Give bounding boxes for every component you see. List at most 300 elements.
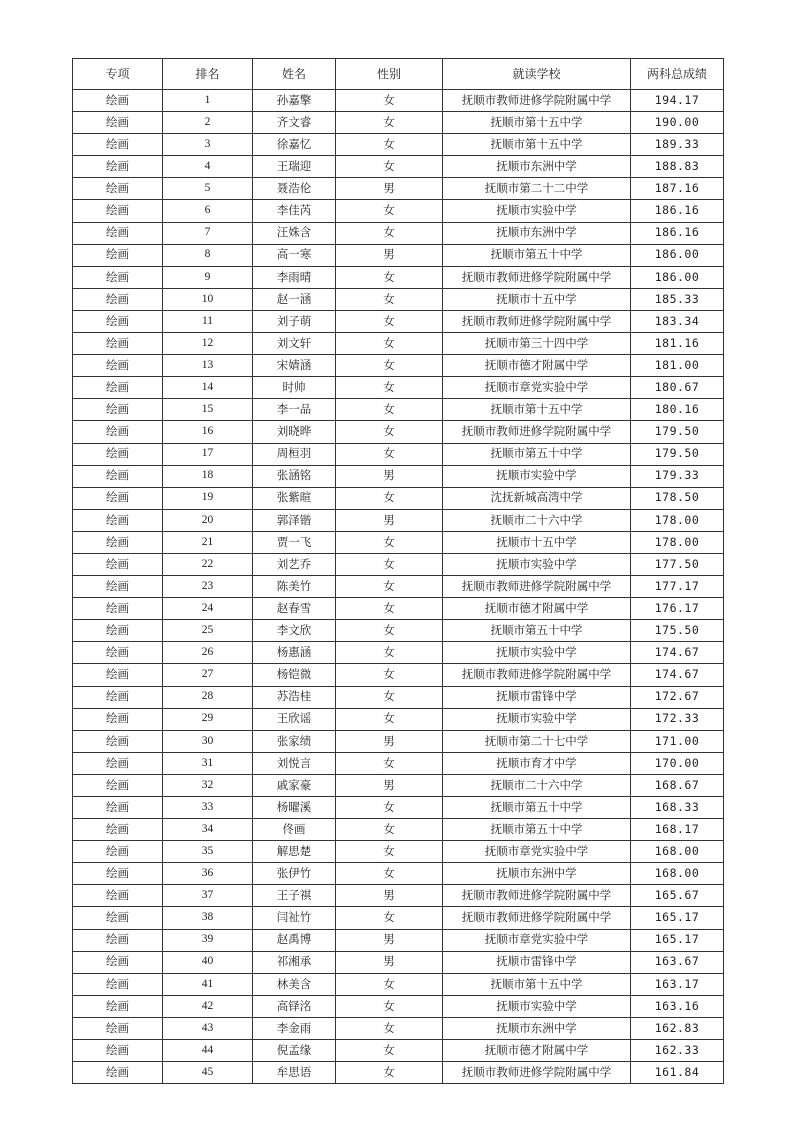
table-row (73, 686, 724, 708)
score-cell: 180.67 (631, 377, 724, 399)
rank-cell: 34 (163, 819, 253, 841)
table-row (73, 620, 724, 642)
score-cell: 172.67 (631, 686, 724, 708)
name-cell: 解思楚 (253, 841, 336, 863)
school-cell: 抚顺市实验中学 (443, 708, 631, 730)
score-cell: 186.00 (631, 244, 724, 266)
table-row (73, 907, 724, 929)
table-row (73, 509, 724, 531)
score-cell: 161.84 (631, 1062, 724, 1084)
subject-cell: 绘画 (73, 1017, 163, 1039)
name-cell: 赵春雪 (253, 598, 336, 620)
subject-cell: 绘画 (73, 1062, 163, 1084)
rank-cell: 25 (163, 620, 253, 642)
score-cell: 177.17 (631, 576, 724, 598)
rank-cell: 5 (163, 178, 253, 200)
score-cell: 162.83 (631, 1017, 724, 1039)
school-cell: 抚顺市实验中学 (443, 995, 631, 1017)
school-cell: 抚顺市第十五中学 (443, 134, 631, 156)
score-cell: 168.67 (631, 774, 724, 796)
name-cell: 林美含 (253, 973, 336, 995)
name-cell: 刘晓晔 (253, 421, 336, 443)
score-cell: 190.00 (631, 112, 724, 134)
name-cell: 陈美竹 (253, 576, 336, 598)
rank-cell: 7 (163, 222, 253, 244)
rank-cell: 11 (163, 310, 253, 332)
score-cell: 185.33 (631, 288, 724, 310)
score-cell: 177.50 (631, 553, 724, 575)
table-row (73, 973, 724, 995)
gender-cell: 女 (336, 531, 443, 553)
rank-cell: 45 (163, 1062, 253, 1084)
score-cell: 174.67 (631, 664, 724, 686)
name-cell: 杨惠涵 (253, 642, 336, 664)
school-cell: 抚顺市二十六中学 (443, 774, 631, 796)
gender-cell: 女 (336, 222, 443, 244)
name-cell: 李一品 (253, 399, 336, 421)
header-gender: 性别 (336, 59, 443, 90)
rank-cell: 28 (163, 686, 253, 708)
subject-cell: 绘画 (73, 664, 163, 686)
name-cell: 牟思语 (253, 1062, 336, 1084)
table-row (73, 266, 724, 288)
school-cell: 抚顺市教师进修学院附属中学 (443, 266, 631, 288)
score-cell: 180.16 (631, 399, 724, 421)
table-row (73, 863, 724, 885)
score-cell: 165.17 (631, 907, 724, 929)
name-cell: 刘子萌 (253, 310, 336, 332)
score-cell: 186.00 (631, 266, 724, 288)
gender-cell: 女 (336, 134, 443, 156)
name-cell: 齐文睿 (253, 112, 336, 134)
gender-cell: 女 (336, 310, 443, 332)
subject-cell: 绘画 (73, 841, 163, 863)
gender-cell: 男 (336, 774, 443, 796)
rank-cell: 44 (163, 1040, 253, 1062)
school-cell: 抚顺市第五十中学 (443, 797, 631, 819)
rank-cell: 20 (163, 509, 253, 531)
school-cell: 抚顺市第十五中学 (443, 399, 631, 421)
score-cell: 162.33 (631, 1040, 724, 1062)
school-cell: 抚顺市实验中学 (443, 642, 631, 664)
rank-cell: 3 (163, 134, 253, 156)
table-row (73, 222, 724, 244)
rank-cell: 23 (163, 576, 253, 598)
table-row (73, 443, 724, 465)
score-cell: 186.16 (631, 200, 724, 222)
table-row (73, 288, 724, 310)
score-cell: 186.16 (631, 222, 724, 244)
name-cell: 杨铠微 (253, 664, 336, 686)
score-cell: 170.00 (631, 752, 724, 774)
score-cell: 188.83 (631, 156, 724, 178)
name-cell: 聂浩伦 (253, 178, 336, 200)
score-cell: 178.00 (631, 531, 724, 553)
table-row (73, 598, 724, 620)
score-cell: 181.16 (631, 333, 724, 355)
rank-cell: 15 (163, 399, 253, 421)
score-cell: 172.33 (631, 708, 724, 730)
name-cell: 周桓羽 (253, 443, 336, 465)
score-cell: 168.17 (631, 819, 724, 841)
gender-cell: 女 (336, 841, 443, 863)
subject-cell: 绘画 (73, 90, 163, 112)
subject-cell: 绘画 (73, 642, 163, 664)
name-cell: 时帅 (253, 377, 336, 399)
gender-cell: 女 (336, 288, 443, 310)
school-cell: 抚顺市章党实验中学 (443, 377, 631, 399)
score-cell: 165.67 (631, 885, 724, 907)
subject-cell: 绘画 (73, 819, 163, 841)
score-cell: 165.17 (631, 929, 724, 951)
subject-cell: 绘画 (73, 686, 163, 708)
subject-cell: 绘画 (73, 222, 163, 244)
name-cell: 杨曜溪 (253, 797, 336, 819)
rank-cell: 10 (163, 288, 253, 310)
header-subject: 专项 (73, 59, 163, 90)
subject-cell: 绘画 (73, 134, 163, 156)
gender-cell: 女 (336, 112, 443, 134)
rank-cell: 36 (163, 863, 253, 885)
subject-cell: 绘画 (73, 995, 163, 1017)
gender-cell: 女 (336, 421, 443, 443)
gender-cell: 女 (336, 642, 443, 664)
school-cell: 抚顺市第五十中学 (443, 244, 631, 266)
subject-cell: 绘画 (73, 399, 163, 421)
rank-cell: 39 (163, 929, 253, 951)
table-row (73, 178, 724, 200)
school-cell: 抚顺市第十五中学 (443, 112, 631, 134)
table-row (73, 752, 724, 774)
school-cell: 抚顺市第五十中学 (443, 819, 631, 841)
school-cell: 抚顺市实验中学 (443, 200, 631, 222)
subject-cell: 绘画 (73, 288, 163, 310)
table-row (73, 531, 724, 553)
gender-cell: 女 (336, 1040, 443, 1062)
score-cell: 176.17 (631, 598, 724, 620)
subject-cell: 绘画 (73, 576, 163, 598)
school-cell: 沈抚新城高湾中学 (443, 487, 631, 509)
rank-cell: 12 (163, 333, 253, 355)
table-row (73, 487, 724, 509)
school-cell: 抚顺市东洲中学 (443, 156, 631, 178)
rank-cell: 8 (163, 244, 253, 266)
name-cell: 李文欣 (253, 620, 336, 642)
table-row (73, 664, 724, 686)
table-row (73, 797, 724, 819)
rank-cell: 26 (163, 642, 253, 664)
school-cell: 抚顺市十五中学 (443, 531, 631, 553)
rank-cell: 18 (163, 465, 253, 487)
name-cell: 闫祉竹 (253, 907, 336, 929)
rank-cell: 41 (163, 973, 253, 995)
score-cell: 175.50 (631, 620, 724, 642)
table-row (73, 90, 724, 112)
subject-cell: 绘画 (73, 620, 163, 642)
rank-cell: 30 (163, 730, 253, 752)
school-cell: 抚顺市第十五中学 (443, 973, 631, 995)
rank-cell: 33 (163, 797, 253, 819)
table-row (73, 200, 724, 222)
score-cell: 168.33 (631, 797, 724, 819)
subject-cell: 绘画 (73, 178, 163, 200)
subject-cell: 绘画 (73, 598, 163, 620)
rank-cell: 13 (163, 355, 253, 377)
name-cell: 张伊竹 (253, 863, 336, 885)
score-cell: 178.00 (631, 509, 724, 531)
subject-cell: 绘画 (73, 708, 163, 730)
gender-cell: 男 (336, 951, 443, 973)
rank-cell: 17 (163, 443, 253, 465)
table-row (73, 708, 724, 730)
school-cell: 抚顺市第三十四中学 (443, 333, 631, 355)
subject-cell: 绘画 (73, 355, 163, 377)
school-cell: 抚顺市教师进修学院附属中学 (443, 664, 631, 686)
gender-cell: 女 (336, 576, 443, 598)
table-row (73, 421, 724, 443)
name-cell: 祁湘承 (253, 951, 336, 973)
score-cell: 194.17 (631, 90, 724, 112)
name-cell: 张紫暄 (253, 487, 336, 509)
gender-cell: 女 (336, 995, 443, 1017)
rank-cell: 1 (163, 90, 253, 112)
gender-cell: 女 (336, 156, 443, 178)
table-row (73, 244, 724, 266)
table-body (73, 90, 724, 1084)
rank-cell: 6 (163, 200, 253, 222)
header-row (73, 59, 724, 90)
header-school: 就读学校 (443, 59, 631, 90)
subject-cell: 绘画 (73, 553, 163, 575)
rank-cell: 38 (163, 907, 253, 929)
table-row (73, 1062, 724, 1084)
gender-cell: 男 (336, 929, 443, 951)
school-cell: 抚顺市教师进修学院附属中学 (443, 576, 631, 598)
name-cell: 汪姝含 (253, 222, 336, 244)
subject-cell: 绘画 (73, 951, 163, 973)
rank-cell: 40 (163, 951, 253, 973)
score-cell: 171.00 (631, 730, 724, 752)
school-cell: 抚顺市第五十中学 (443, 620, 631, 642)
name-cell: 王子祺 (253, 885, 336, 907)
subject-cell: 绘画 (73, 509, 163, 531)
gender-cell: 男 (336, 509, 443, 531)
gender-cell: 女 (336, 1062, 443, 1084)
school-cell: 抚顺市教师进修学院附属中学 (443, 1062, 631, 1084)
subject-cell: 绘画 (73, 752, 163, 774)
school-cell: 抚顺市教师进修学院附属中学 (443, 885, 631, 907)
results-table (72, 58, 724, 1084)
name-cell: 佟画 (253, 819, 336, 841)
score-cell: 163.16 (631, 995, 724, 1017)
subject-cell: 绘画 (73, 310, 163, 332)
score-cell: 189.33 (631, 134, 724, 156)
subject-cell: 绘画 (73, 885, 163, 907)
gender-cell: 女 (336, 90, 443, 112)
table-row (73, 465, 724, 487)
score-cell: 187.16 (631, 178, 724, 200)
table-row (73, 333, 724, 355)
table-row (73, 399, 724, 421)
name-cell: 高一寒 (253, 244, 336, 266)
table-row (73, 1017, 724, 1039)
gender-cell: 女 (336, 819, 443, 841)
subject-cell: 绘画 (73, 797, 163, 819)
rank-cell: 14 (163, 377, 253, 399)
rank-cell: 21 (163, 531, 253, 553)
table-row (73, 819, 724, 841)
rank-cell: 2 (163, 112, 253, 134)
subject-cell: 绘画 (73, 244, 163, 266)
gender-cell: 女 (336, 973, 443, 995)
name-cell: 戚家豪 (253, 774, 336, 796)
table-row (73, 951, 724, 973)
school-cell: 抚顺市德才附属中学 (443, 1040, 631, 1062)
score-cell: 179.50 (631, 443, 724, 465)
rank-cell: 4 (163, 156, 253, 178)
school-cell: 抚顺市第五十中学 (443, 443, 631, 465)
rank-cell: 16 (163, 421, 253, 443)
name-cell: 李雨晴 (253, 266, 336, 288)
score-cell: 163.67 (631, 951, 724, 973)
name-cell: 张家绩 (253, 730, 336, 752)
score-cell: 183.34 (631, 310, 724, 332)
table-row (73, 929, 724, 951)
school-cell: 抚顺市十五中学 (443, 288, 631, 310)
rank-cell: 22 (163, 553, 253, 575)
table-row (73, 576, 724, 598)
gender-cell: 男 (336, 178, 443, 200)
table-row (73, 774, 724, 796)
name-cell: 郭泽锴 (253, 509, 336, 531)
subject-cell: 绘画 (73, 156, 163, 178)
gender-cell: 女 (336, 487, 443, 509)
school-cell: 抚顺市教师进修学院附属中学 (443, 421, 631, 443)
table-row (73, 885, 724, 907)
school-cell: 抚顺市育才中学 (443, 752, 631, 774)
rank-cell: 35 (163, 841, 253, 863)
header-rank: 排名 (163, 59, 253, 90)
score-cell: 168.00 (631, 863, 724, 885)
gender-cell: 女 (336, 553, 443, 575)
name-cell: 孙嘉擎 (253, 90, 336, 112)
rank-cell: 32 (163, 774, 253, 796)
school-cell: 抚顺市东洲中学 (443, 1017, 631, 1039)
gender-cell: 男 (336, 244, 443, 266)
name-cell: 张涵铭 (253, 465, 336, 487)
table-row (73, 112, 724, 134)
name-cell: 高铎洺 (253, 995, 336, 1017)
subject-cell: 绘画 (73, 863, 163, 885)
school-cell: 抚顺市实验中学 (443, 553, 631, 575)
rank-cell: 43 (163, 1017, 253, 1039)
name-cell: 赵一涵 (253, 288, 336, 310)
table-row (73, 377, 724, 399)
school-cell: 抚顺市雷锋中学 (443, 686, 631, 708)
gender-cell: 女 (336, 620, 443, 642)
gender-cell: 女 (336, 333, 443, 355)
school-cell: 抚顺市东洲中学 (443, 863, 631, 885)
name-cell: 刘悦言 (253, 752, 336, 774)
name-cell: 王瑞迎 (253, 156, 336, 178)
subject-cell: 绘画 (73, 266, 163, 288)
table-row (73, 730, 724, 752)
school-cell: 抚顺市德才附属中学 (443, 598, 631, 620)
school-cell: 抚顺市二十六中学 (443, 509, 631, 531)
subject-cell: 绘画 (73, 421, 163, 443)
score-cell: 174.67 (631, 642, 724, 664)
table-row (73, 995, 724, 1017)
subject-cell: 绘画 (73, 1040, 163, 1062)
table-row (73, 134, 724, 156)
subject-cell: 绘画 (73, 907, 163, 929)
subject-cell: 绘画 (73, 443, 163, 465)
gender-cell: 女 (336, 443, 443, 465)
subject-cell: 绘画 (73, 112, 163, 134)
gender-cell: 女 (336, 797, 443, 819)
school-cell: 抚顺市章党实验中学 (443, 929, 631, 951)
gender-cell: 女 (336, 399, 443, 421)
table-row (73, 1040, 724, 1062)
subject-cell: 绘画 (73, 774, 163, 796)
score-cell: 163.17 (631, 973, 724, 995)
gender-cell: 女 (336, 200, 443, 222)
school-cell: 抚顺市教师进修学院附属中学 (443, 310, 631, 332)
name-cell: 李金雨 (253, 1017, 336, 1039)
school-cell: 抚顺市章党实验中学 (443, 841, 631, 863)
gender-cell: 男 (336, 885, 443, 907)
score-cell: 179.50 (631, 421, 724, 443)
name-cell: 刘文轩 (253, 333, 336, 355)
table-row (73, 355, 724, 377)
rank-cell: 9 (163, 266, 253, 288)
table-row (73, 156, 724, 178)
school-cell: 抚顺市教师进修学院附属中学 (443, 90, 631, 112)
table-row (73, 841, 724, 863)
subject-cell: 绘画 (73, 333, 163, 355)
rank-cell: 37 (163, 885, 253, 907)
subject-cell: 绘画 (73, 973, 163, 995)
gender-cell: 女 (336, 355, 443, 377)
score-cell: 179.33 (631, 465, 724, 487)
gender-cell: 男 (336, 465, 443, 487)
gender-cell: 女 (336, 598, 443, 620)
name-cell: 王欣谣 (253, 708, 336, 730)
school-cell: 抚顺市东洲中学 (443, 222, 631, 244)
gender-cell: 女 (336, 377, 443, 399)
subject-cell: 绘画 (73, 730, 163, 752)
subject-cell: 绘画 (73, 465, 163, 487)
school-cell: 抚顺市教师进修学院附属中学 (443, 907, 631, 929)
subject-cell: 绘画 (73, 531, 163, 553)
school-cell: 抚顺市第二十二中学 (443, 178, 631, 200)
name-cell: 宋婧涵 (253, 355, 336, 377)
header-name: 姓名 (253, 59, 336, 90)
gender-cell: 女 (336, 664, 443, 686)
gender-cell: 女 (336, 863, 443, 885)
name-cell: 贾一飞 (253, 531, 336, 553)
gender-cell: 女 (336, 907, 443, 929)
rank-cell: 31 (163, 752, 253, 774)
name-cell: 徐嘉忆 (253, 134, 336, 156)
score-cell: 181.00 (631, 355, 724, 377)
school-cell: 抚顺市雷锋中学 (443, 951, 631, 973)
table-row (73, 553, 724, 575)
subject-cell: 绘画 (73, 929, 163, 951)
school-cell: 抚顺市实验中学 (443, 465, 631, 487)
subject-cell: 绘画 (73, 200, 163, 222)
rank-cell: 24 (163, 598, 253, 620)
